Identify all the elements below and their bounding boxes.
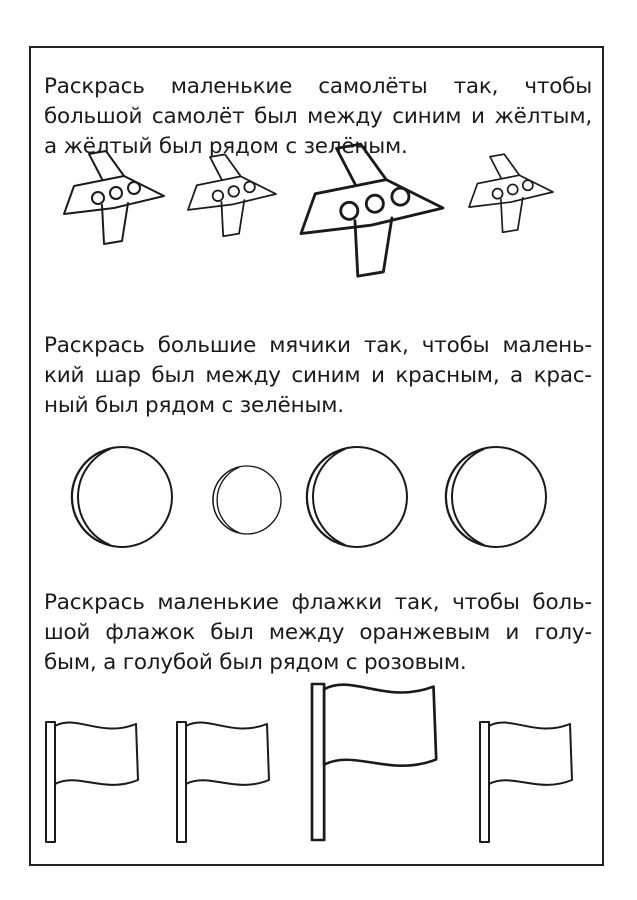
airplane-small-1 [64, 151, 164, 244]
task-line: Раскрась маленькие самолёты так, чтобы [44, 74, 592, 99]
flag-big [312, 684, 436, 840]
ball-big-1 [72, 447, 172, 547]
task-line: а жёлтый был рядом с зелёным. [44, 134, 408, 159]
task-line: кий шар был между синим и красным, а крас- [44, 363, 592, 388]
airplane-big [301, 144, 443, 276]
flag-small-3 [480, 722, 572, 842]
airplane-small-2 [188, 154, 276, 236]
flag-small-1 [46, 722, 138, 842]
ball-big-2 [307, 447, 407, 547]
task-line: бым, а голубой был рядом с розовым. [44, 650, 467, 675]
task-line: Раскрась маленькие флажки так, чтобы боль- [44, 590, 592, 615]
airplane-small-3 [469, 154, 553, 232]
task-line: большой самолёт был между синим и жёлтым, [44, 104, 592, 129]
task-line: шой флажок был между оранжевым и голу- [44, 620, 592, 645]
ball-big-3 [446, 447, 546, 547]
task-line: ный был рядом с зелёным. [44, 393, 344, 418]
ball-small [213, 466, 281, 534]
task-line: Раскрась большие мячики так, чтобы малень- [44, 333, 592, 358]
flag-small-2 [177, 722, 269, 842]
